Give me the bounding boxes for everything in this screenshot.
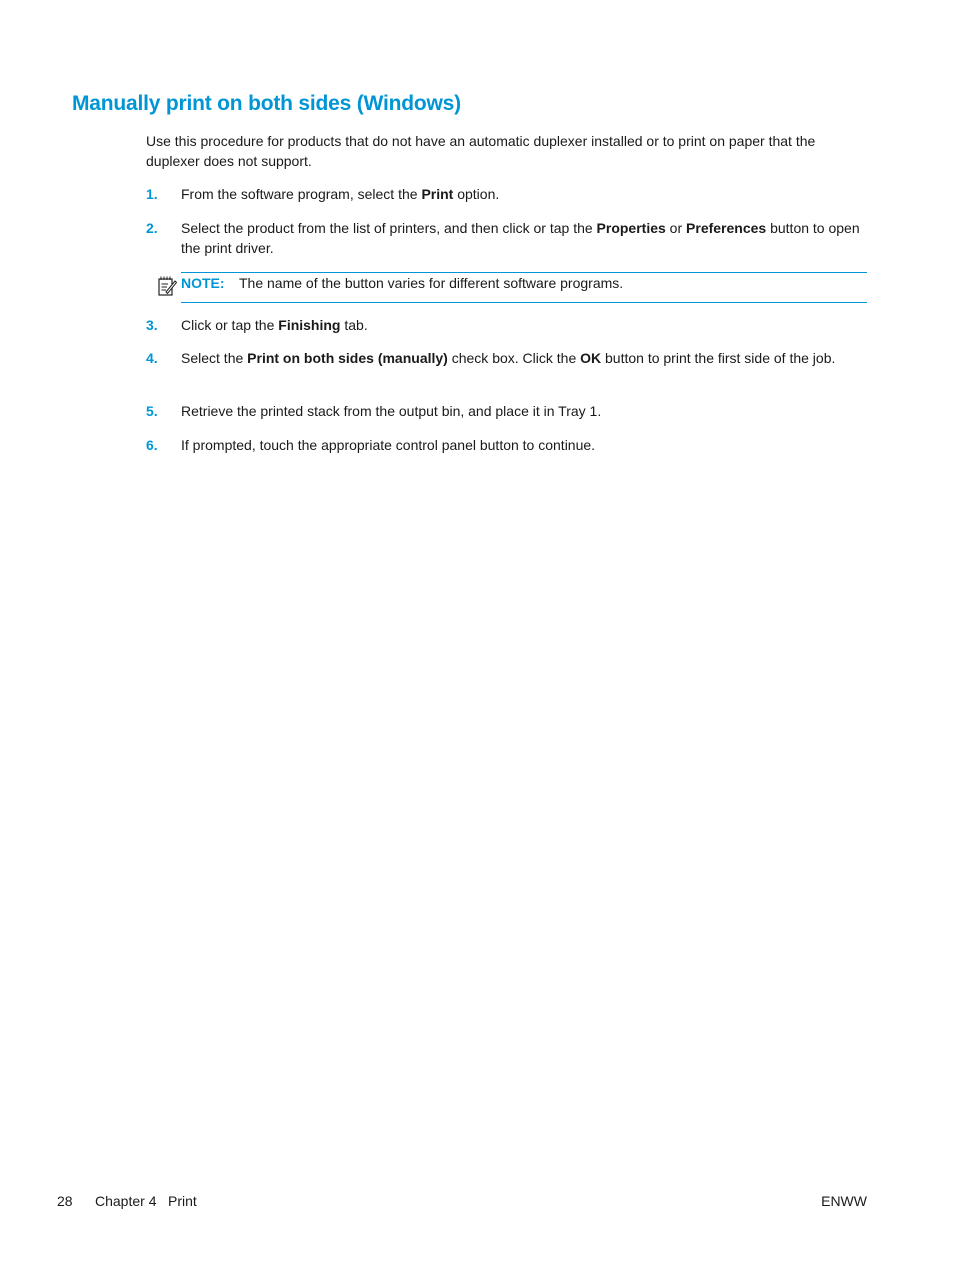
page-title: Manually print on both sides (Windows)	[72, 92, 461, 115]
step-number: 4.	[146, 350, 158, 366]
step-item	[146, 435, 868, 455]
footer-page-number: 28	[57, 1193, 73, 1209]
step-number: 6.	[146, 437, 158, 453]
step-text: From the software program, select the Print option.	[181, 186, 500, 202]
note-box	[181, 272, 867, 303]
step-item	[146, 348, 868, 368]
step-number: 5.	[146, 403, 158, 419]
step-number: 1.	[146, 186, 158, 202]
step-number: 2.	[146, 220, 158, 236]
step-text: If prompted, touch the appropriate control panel button to continue.	[181, 437, 596, 453]
step-text: Click or tap the Finishing tab.	[181, 317, 368, 333]
note-text: The name of the button varies for different software programs.	[239, 275, 624, 291]
step-item	[146, 315, 868, 335]
note-label: NOTE:	[181, 275, 225, 291]
footer-locale: ENWW	[821, 1193, 867, 1209]
step-item	[146, 184, 868, 204]
step-text: Select the product from the list of printers, and then click or tap the Properties or Preferences button to open the print driver.	[181, 220, 860, 256]
footer-chapter: Chapter 4	[95, 1193, 157, 1209]
step-item	[146, 401, 868, 421]
note-icon	[157, 275, 177, 297]
step-text: Select the Print on both sides (manually) check box. Click the OK button to print the first side of the job.	[181, 350, 836, 366]
step-number: 3.	[146, 317, 158, 333]
step-text: Retrieve the printed stack from the output bin, and place it in Tray 1.	[181, 403, 602, 419]
footer-section: Print	[168, 1193, 197, 1209]
intro-paragraph: Use this procedure for products that do not have an automatic duplexer installed or to print on paper that the duplexer does not support.	[146, 133, 816, 169]
step-item	[146, 218, 868, 258]
